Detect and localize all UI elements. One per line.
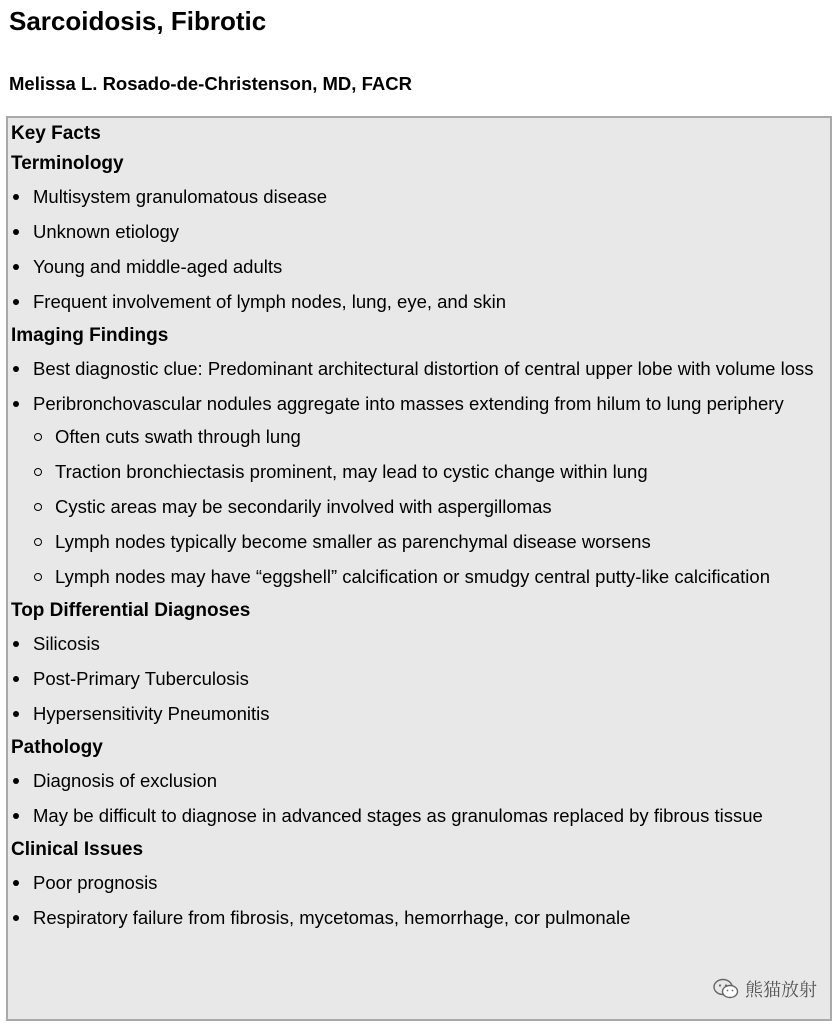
sub-list-item-text: Lymph nodes may have “eggshell” calcification or smudgy central putty-like calcification	[55, 566, 770, 587]
section-heading: Imaging Findings	[11, 325, 169, 346]
watermark	[713, 976, 817, 1002]
list-item	[11, 354, 830, 383]
sub-list-item	[33, 457, 824, 486]
bullet-list	[11, 182, 830, 316]
list-item	[11, 801, 830, 830]
wechat-icon	[713, 978, 739, 1000]
document-title: Sarcoidosis, Fibrotic	[9, 6, 267, 36]
list-item	[11, 252, 830, 281]
hollow-bullet-icon	[34, 468, 42, 476]
hollow-bullet-icon	[34, 573, 42, 581]
list-item	[11, 287, 830, 316]
bullet-icon	[13, 641, 19, 647]
bullet-list	[11, 868, 830, 932]
list-item-text: Respiratory failure from fibrosis, mycetomas, hemorrhage, cor pulmonale	[33, 907, 631, 928]
list-item-text: Best diagnostic clue: Predominant architectural distortion of central upper lobe with volume loss	[33, 358, 814, 379]
sub-bullet-list	[33, 422, 824, 591]
bullet-icon	[13, 194, 19, 200]
section-heading: Pathology	[11, 737, 103, 758]
key-facts-box	[6, 116, 832, 1021]
bullet-icon	[13, 401, 19, 407]
bullet-icon	[13, 778, 19, 784]
author-line: Melissa L. Rosado-de-Christenson, MD, FACR	[9, 73, 412, 94]
list-item	[11, 664, 830, 693]
sub-list-item	[33, 492, 824, 521]
list-item-text: Silicosis	[33, 633, 100, 654]
list-item-text: Unknown etiology	[33, 221, 180, 242]
key-facts-heading: Key Facts	[11, 123, 101, 144]
list-item	[11, 629, 830, 658]
key-facts-sections	[11, 152, 830, 932]
section-heading: Clinical Issues	[11, 839, 144, 860]
list-item	[11, 217, 830, 246]
bullet-icon	[13, 229, 19, 235]
list-item	[11, 903, 830, 932]
list-item-text: Multisystem granulomatous disease	[33, 186, 328, 207]
list-item-text: Frequent involvement of lymph nodes, lung, eye, and skin	[33, 291, 507, 312]
list-item-text: Diagnosis of exclusion	[33, 770, 218, 791]
sub-list-item	[33, 527, 824, 556]
list-item-text: Hypersensitivity Pneumonitis	[33, 703, 270, 724]
list-item-text: Young and middle-aged adults	[33, 256, 283, 277]
bullet-list	[11, 766, 830, 830]
list-item	[11, 868, 830, 897]
list-item-text: Peribronchovascular nodules aggregate into masses extending from hilum to lung periphery	[33, 393, 784, 414]
sub-list-item	[33, 422, 824, 451]
section-heading: Terminology	[11, 153, 124, 174]
bullet-icon	[13, 813, 19, 819]
sub-list-item	[33, 562, 824, 591]
hollow-bullet-icon	[34, 433, 42, 441]
bullet-icon	[13, 915, 19, 921]
bullet-icon	[13, 366, 19, 372]
sub-list-item-text: Traction bronchiectasis prominent, may lead to cystic change within lung	[55, 461, 648, 482]
bullet-icon	[13, 880, 19, 886]
sub-list-item-text: Cystic areas may be secondarily involved with aspergillomas	[55, 496, 552, 517]
hollow-bullet-icon	[34, 503, 42, 511]
list-item-text: Poor prognosis	[33, 872, 158, 893]
watermark-text: 熊猫放射	[745, 980, 817, 1001]
bullet-icon	[13, 711, 19, 717]
list-item-text: Post-Primary Tuberculosis	[33, 668, 249, 689]
bullet-icon	[13, 676, 19, 682]
sub-list-item-text: Often cuts swath through lung	[55, 426, 301, 447]
bullet-icon	[13, 299, 19, 305]
list-item	[11, 766, 830, 795]
sub-list-item-text: Lymph nodes typically become smaller as parenchymal disease worsens	[55, 531, 651, 552]
list-item	[11, 389, 830, 591]
hollow-bullet-icon	[34, 538, 42, 546]
list-item	[11, 699, 830, 728]
list-item-text: May be difficult to diagnose in advanced stages as granulomas replaced by fibrous tissue	[33, 805, 763, 826]
section-heading: Top Differential Diagnoses	[11, 600, 251, 621]
list-item	[11, 182, 830, 211]
bullet-list	[11, 629, 830, 728]
bullet-list	[11, 354, 830, 591]
bullet-icon	[13, 264, 19, 270]
